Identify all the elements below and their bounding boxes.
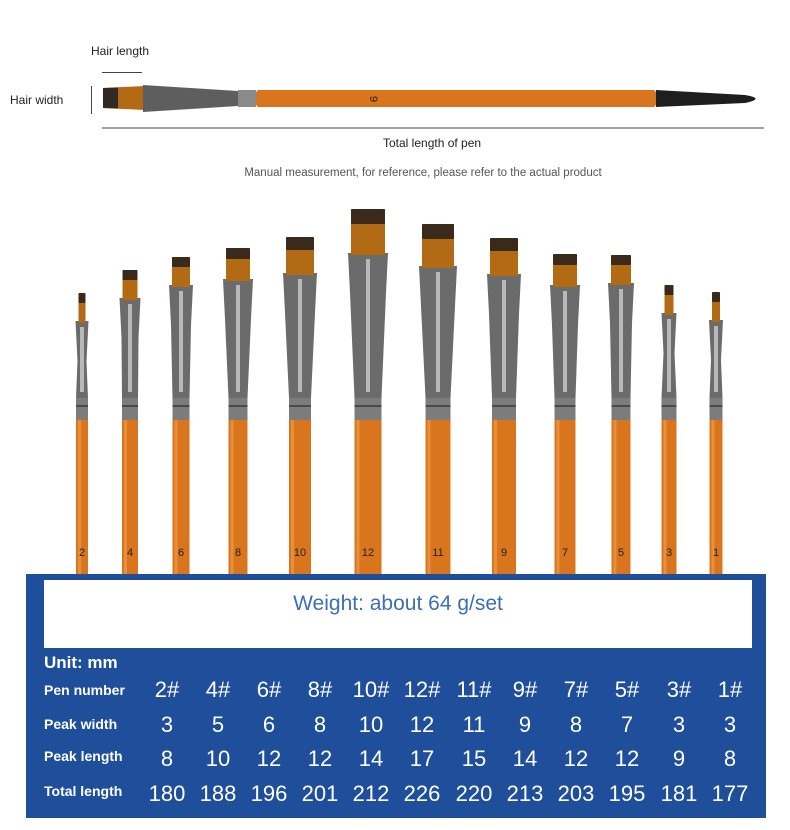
measurement-note: Manual measurement, for reference, please refer to the actual product (244, 167, 602, 179)
pen-number-cell: 6# (256, 677, 282, 702)
peak-width-cell: 10 (358, 712, 384, 737)
peak-width-cell: 12 (409, 712, 435, 737)
brush-11 (419, 224, 457, 580)
peak-length-cell: 8 (723, 746, 737, 771)
brush-number-label: 2 (78, 547, 86, 559)
total-length-cell: 213 (506, 781, 544, 806)
pen-number-cell: 12# (403, 677, 441, 702)
brush-3 (662, 285, 677, 580)
brush-crimp (555, 398, 576, 420)
brush-9 (487, 238, 521, 580)
brush-4 (120, 270, 141, 580)
pen-number-cell: 10# (352, 677, 390, 702)
row-label-peak-length: Peak length (44, 748, 123, 764)
brush-7 (550, 254, 580, 580)
hair-width-label: Hair width (10, 93, 64, 107)
unit-label: Unit: mm (44, 653, 118, 672)
pen-number-cell: 3# (666, 677, 692, 702)
pen-number-cell: 11# (456, 677, 492, 702)
brush-number-label: 11 (432, 547, 444, 559)
total-length-cell: 226 (403, 781, 441, 806)
brush-number-label: 10 (293, 547, 307, 559)
brush-2 (76, 293, 89, 580)
brush-crimp (173, 398, 190, 420)
pen-number-cell: 1# (717, 677, 743, 702)
peak-length-cell: 14 (358, 746, 384, 771)
total-length-cell: 203 (557, 781, 595, 806)
peak-width-cell: 3 (672, 712, 686, 737)
brush-number-label: 8 (234, 547, 242, 559)
brush-crimp (492, 398, 516, 420)
total-length-label: Total length of pen (383, 136, 482, 150)
peak-width-cell: 3 (160, 712, 174, 737)
pen-number-cell: 8# (307, 677, 333, 702)
total-length-cell: 195 (608, 781, 646, 806)
brush-number-label: 6 (177, 547, 185, 559)
peak-width-cell: 8 (569, 712, 583, 737)
total-length-cell: 177 (711, 781, 749, 806)
total-length-cell: 220 (455, 781, 493, 806)
brush-number-label: 3 (665, 547, 673, 559)
pen-number-cell: 4# (205, 677, 231, 702)
total-length-cell: 196 (250, 781, 288, 806)
brush-8 (223, 248, 253, 580)
peak-length-cell: 15 (461, 746, 487, 771)
brush-number-label: 4 (126, 547, 134, 559)
total-length-cell: 212 (352, 781, 390, 806)
brush-crimp (612, 398, 631, 420)
peak-width-cell: 9 (518, 712, 532, 737)
peak-length-cell: 14 (512, 746, 538, 771)
peak-width-cell: 11 (462, 712, 486, 737)
brush-crimp (229, 398, 248, 420)
peak-length-cell: 17 (409, 746, 435, 771)
brush-number-label: 1 (712, 547, 720, 559)
peak-length-cell: 12 (256, 746, 282, 771)
pen-number-cell: 7# (563, 677, 589, 702)
total-length-cell: 181 (660, 781, 698, 806)
peak-width-cell: 5 (211, 712, 225, 737)
brush-crimp (122, 398, 138, 420)
total-length-cell: 201 (301, 781, 339, 806)
brush-number-label: 12 (361, 547, 375, 559)
sample-brush-number: 9 (367, 95, 380, 103)
brush-crimp (426, 398, 451, 420)
peak-length-cell: 9 (672, 746, 686, 771)
pen-number-cell: 9# (512, 677, 538, 702)
row-label-pen-number: Pen number (44, 682, 125, 698)
brush-1 (709, 292, 723, 580)
peak-length-cell: 10 (205, 746, 231, 771)
peak-length-cell: 8 (160, 746, 174, 771)
brush-5 (608, 255, 634, 580)
peak-width-cell: 3 (723, 712, 737, 737)
brush-crimp (76, 398, 88, 420)
total-length-cell: 188 (199, 781, 237, 806)
peak-length-cell: 12 (307, 746, 333, 771)
total-length-cell: 180 (148, 781, 186, 806)
brush-6 (169, 257, 193, 580)
brush-crimp (662, 398, 677, 420)
peak-length-cell: 12 (614, 746, 640, 771)
pen-number-cell: 2# (154, 677, 180, 702)
brush-number-label: 9 (500, 547, 508, 559)
peak-width-cell: 8 (313, 712, 327, 737)
peak-width-cell: 6 (262, 712, 276, 737)
brush-crimp (355, 398, 382, 420)
row-label-total-length: Total length (44, 783, 123, 799)
brush-12 (348, 209, 388, 580)
brush-crimp (710, 398, 723, 420)
brush-number-label: 7 (561, 547, 569, 559)
pen-number-cell: 5# (614, 677, 640, 702)
brush-10 (283, 237, 317, 580)
peak-length-cell: 12 (563, 746, 589, 771)
peak-width-cell: 7 (620, 712, 634, 737)
brush-crimp (289, 398, 311, 420)
brush-number-label: 5 (617, 547, 625, 559)
row-label-peak-width: Peak width (44, 716, 118, 732)
weight-text: Weight: about 64 g/set (293, 592, 503, 615)
hair-length-label: Hair length (91, 44, 150, 58)
